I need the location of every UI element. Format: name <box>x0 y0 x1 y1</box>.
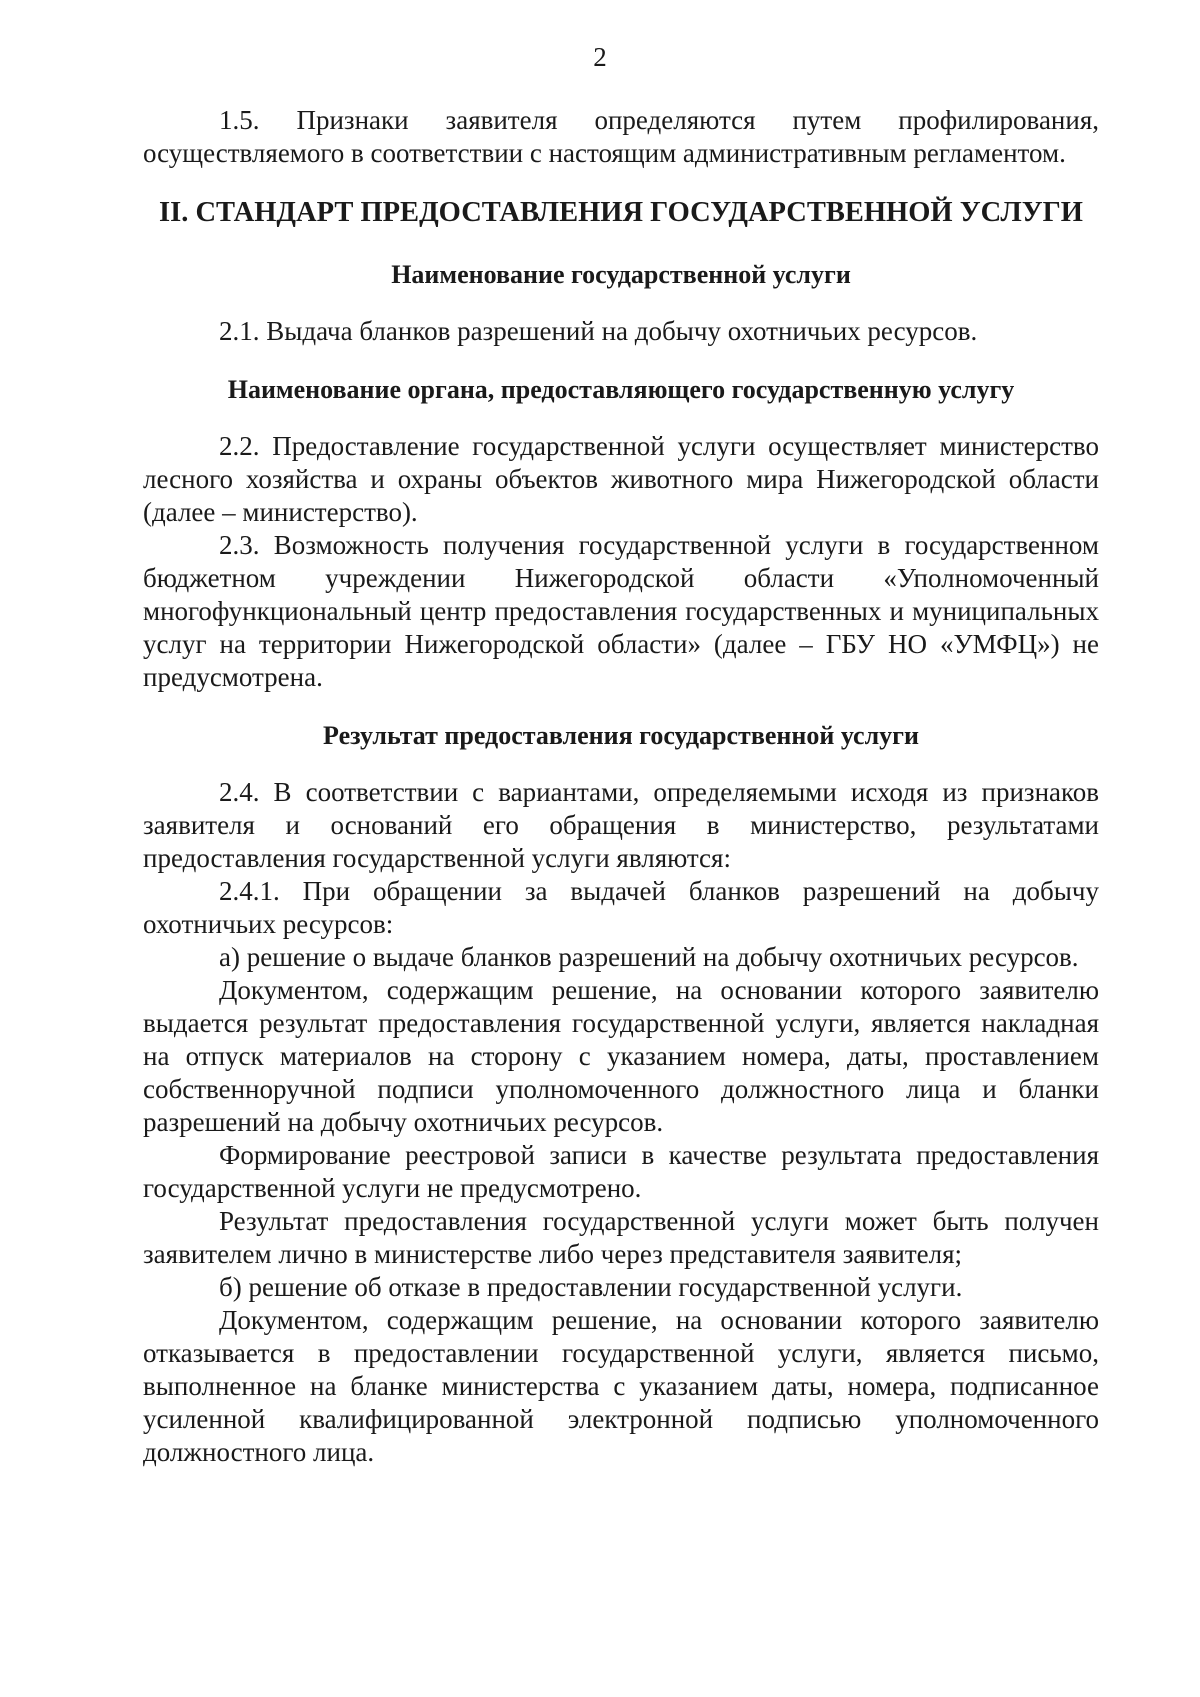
page-number: 2 <box>593 42 607 72</box>
document-body <box>143 104 1099 1469</box>
paragraph-registry-record: Формирование реестровой записи в качестве результата предоставления государственной услуги не предусмотрено. <box>143 1140 1099 1203</box>
paragraph-result-delivery: Результат предоставления государственной услуги может быть получен заявителем лично в министерстве либо через представителя заявителя; <box>143 1206 1099 1269</box>
paragraph-item-b: б) решение об отказе в предоставлении государственной услуги. <box>219 1272 963 1302</box>
subheading-service-name: Наименование государственной услуги <box>391 260 851 289</box>
paragraph-document-issue: Документом, содержащим решение, на основании которого заявителю выдается результат предоставления государственной услуги, является накладная на отпуск материалов на сторону с указанием номера, даты, проставлением собственноручной подписи уполномоченного должностного лица и бланки разрешений на добычу охотничьих ресурсов. <box>143 975 1099 1137</box>
subheading-result: Результат предоставления государственной услуги <box>323 721 919 750</box>
paragraph-document-refusal: Документом, содержащим решение, на основании которого заявителю отказывается в предоставлении государственной услуги, является письмо, выполненное на бланке министерства с указанием даты, номера, подписанное усиленной квалифицированной электронной подписью уполномоченного должностного лица. <box>143 1305 1099 1467</box>
subheading-organ-name: Наименование органа, предоставляющего государственную услугу <box>227 375 1015 404</box>
paragraph-1-5: 1.5. Признаки заявителя определяются путем профилирования, осуществляемого в соответствии с настоящим административным регламентом. <box>143 105 1099 168</box>
paragraph-2-4: 2.4. В соответствии с вариантами, определяемыми исходя из признаков заявителя и оснований его обращения в министерство, результатами предоставления государственной услуги являются: <box>143 777 1099 873</box>
paragraph-2-2: 2.2. Предоставление государственной услуги осуществляет министерство лесного хозяйства и охраны объектов животного мира Нижегородской области (далее – министерство). <box>143 431 1099 527</box>
section-heading: II. СТАНДАРТ ПРЕДОСТАВЛЕНИЯ ГОСУДАРСТВЕННОЙ УСЛУГИ <box>159 197 1083 228</box>
paragraph-2-1: 2.1. Выдача бланков разрешений на добычу охотничьих ресурсов. <box>219 316 978 346</box>
paragraph-2-3: 2.3. Возможность получения государственной услуги в государственном бюджетном учреждении Нижегородской области «Уполномоченный многофункциональный центр предоставления государственных и муниципальных услуг на территории Нижегородской области» (далее – ГБУ НО «УМФЦ») не предусмотрена. <box>143 530 1099 692</box>
paragraph-2-4-1: 2.4.1. При обращении за выдачей бланков разрешений на добычу охотничьих ресурсов: <box>143 876 1099 939</box>
paragraph-item-a: а) решение о выдаче бланков разрешений на добычу охотничьих ресурсов. <box>219 942 1079 972</box>
